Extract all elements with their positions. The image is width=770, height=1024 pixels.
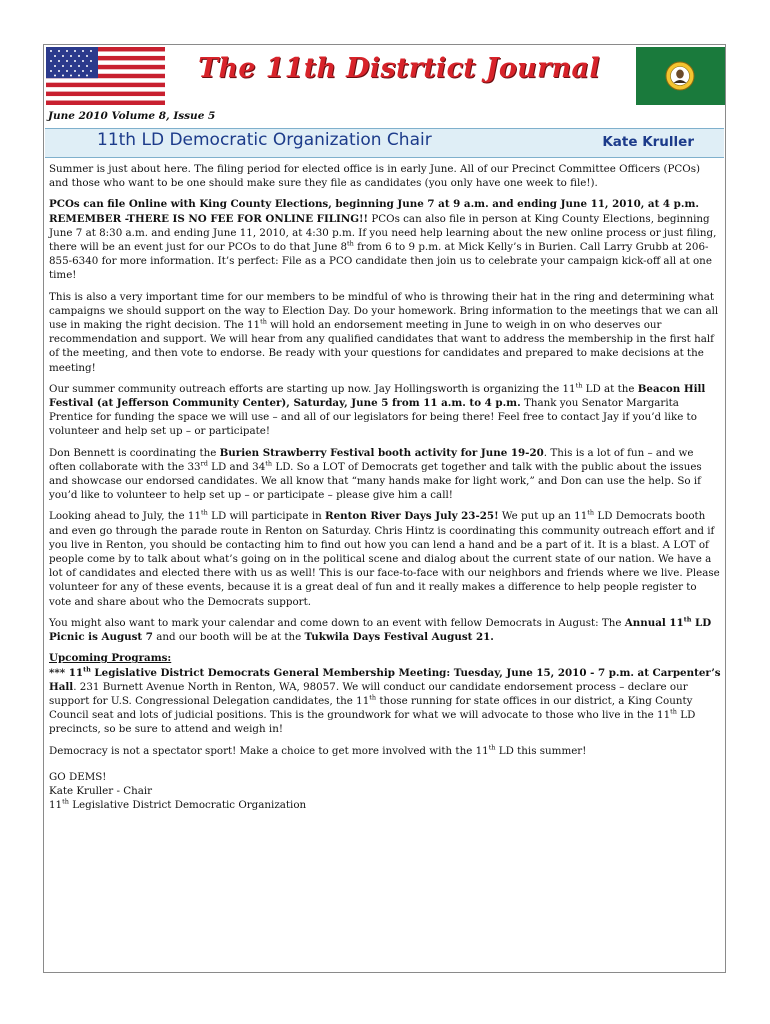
masthead [44,45,725,107]
paragraph-intro: Summer is just about here. The filing period for elected office is in early June. All of our Precinct Committee Officers (PCOs) and those who want to be one should make sure they file as candidates (you only have one week to file!). [49,163,701,190]
chair-banner-name: Kate Kruller [602,134,694,150]
chair-banner-title: 11th LD Democratic Organization Chair [97,130,432,150]
paragraph-strawberry-festival: Don Bennett is coordinating the Burien Strawberry Festival booth activity for June 19-20. This is a lot of fun – and we often collaborate with the 33rd LD and 34th LD. So a LOT of Democrats get together and talk with the public about the issues and showcase our endorsed candidates. We all know that “many hands make for light work,” and Don can use the help. So if you’d like to volunteer to help set up – or participate – please give him a call! [49,446,702,502]
paragraph-beacon-hill: Our summer community outreach efforts are starting up now. Jay Hollingsworth is organizing the 11th LD at the Beacon Hill Festival (at Jefferson Community Center), Saturday, June 5 from 11 a.m. to 4 p.m. Thank you Senator Margarita Prentice for funding the space we will use – and all of our legislators for being there! Feel free to contact Jay if you’d like to volunteer and help set up – or participate! [49,381,706,438]
paragraph-pco-filing: PCOs can file Online with King County Elections, beginning June 7 at 9 a.m. and ending June 11, 2010, at 4 p.m. REMEMBER -THERE IS NO FEE FOR ONLINE FILING!! PCOs can also file in person at King County Elections, beginning June 7 at 8:30 a.m. and ending June 11, 2010, at 4:30 p.m. If you need help learning about the new online process or just filing, there will be an event just for our PCOs to do that June 8th from 6 to 9 p.m. at Mick Kelly’s in Burien. Call Larry Grubb at 206-855-6340 for more information. It’s perfect: File as a PCO candidate then join us to celebrate your campaign kick-off all at one time! [49,198,717,282]
issue-line: June 2010 Volume 8, Issue 5 [48,110,216,122]
journal-title: The 11th Distrtict Journal [198,53,600,84]
us-flag-icon [46,47,165,105]
signature-line-3: 11th Legislative District Democratic Organization [49,797,307,812]
signature-block [49,770,721,813]
chair-banner [45,128,724,158]
newsletter-page [43,44,726,973]
paragraph-upcoming-programs: Upcoming Programs: *** 11th Legislative District Democrats General Membership Meeting: Tuesday, June 15, 2010 - 7 p.m. at Carpenter’s Hall. 231 Burnett Avenue North in Renton, WA, 98057. We will conduct our candidate endorsement process – declare our support for U.S. Congressional Delegation candidates, the 11th those running for state offices in our district, a King County Council seat and lots of judicial positions. This is the groundwork for what we will advocate to those who live in the 11th LD precincts, so be sure to attend and weigh in! [49,652,721,736]
signature-line-1: GO DEMS! [49,770,107,783]
paragraph-endorsement: This is also a very important time for our members to be mindful of who is throwing their hat in the ring and determining what campaigns we should support on the way to Election Day. Do your homework. Bring information to the meetings that we can all use in making the right decision. The 11th will hold an endorsement meeting in June to weigh in on who deserves our recommendation and support. We will hear from any qualified candidates that want to address the membership in the first half of the meeting, and then vote to endorse. Be ready with your questions for candidates and prepared to make decisions at the meeting! [49,290,719,374]
paragraph-august-events: You might also want to mark your calendar and come down to an event with fellow Democrats in August: The Annual 11th LD Picnic is August 7 and our booth will be at the Tukwila Days Festival August 21. [49,615,712,644]
paragraph-democracy: Democracy is not a spectator sport! Make a choice to get more involved with the 11th LD this summer! [49,743,587,757]
article-body [49,162,721,812]
paragraph-renton-river-days: Looking ahead to July, the 11th LD will participate in Renton River Days July 23-25! We put up an 11th LD Democrats booth and even go through the parade route in Renton on Saturday. Chris Hintz is coordinating this community outreach effort and if you live in Renton, you should be contacting him to find out how you can lend a hand and be a part of it. It is a blast. A LOT of people come by to talk about what’s going on in the political scene and dialog about the current state of our nation. We have a lot of candidates and elected there with us as well! This is our face-to-face with our neighbors and friends where we live. Please volunteer for any of these events, because it is a great deal of fun and it really makes a difference to help people register to vote and share about who the Democrats support. [49,509,720,608]
upcoming-programs-heading: Upcoming Programs: [49,652,172,665]
signature-line-2: Kate Kruller - Chair [49,784,153,797]
washington-flag-icon [636,47,725,105]
